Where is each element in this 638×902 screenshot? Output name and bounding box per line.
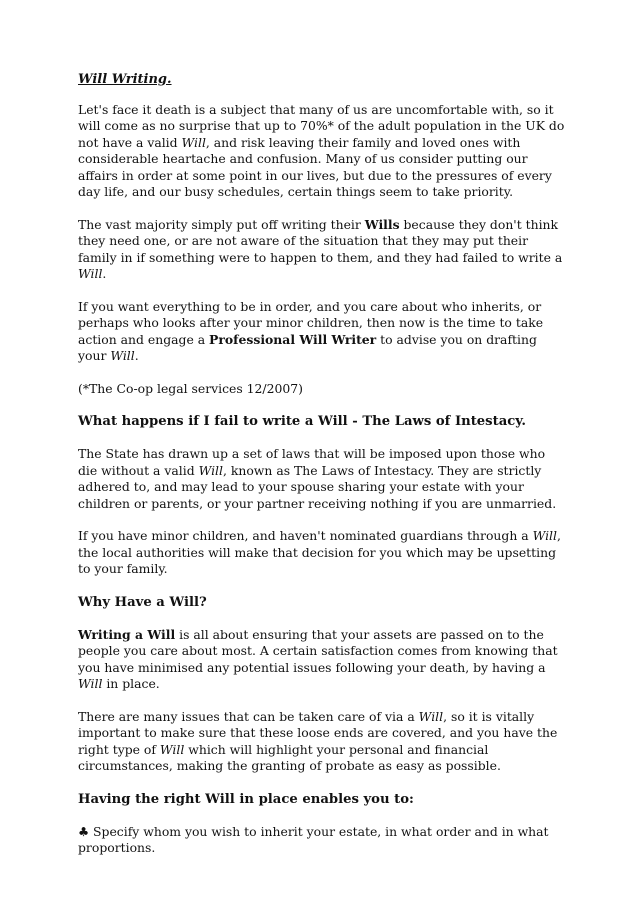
text-run: If you have minor children, and haven't nominated guardians through a <box>78 528 533 543</box>
text-run-italic: Will <box>159 741 185 757</box>
text-run: If you want everything to be in order, and you care about who inherits, or perhaps who looks after your minor children, then now is the time to take action and engage a <box>78 298 544 347</box>
text-run: which will highlight your personal and financial circumstances, making the granting of probate as easy as possible. <box>78 741 501 773</box>
text-run-italic: Will <box>78 676 103 691</box>
text-run: The vast majority simply put off writing their <box>78 216 365 232</box>
text-run: is all about ensuring that your assets are passed on to the people you care about most. A certain satisfaction comes from knowing that you have minimised any potential issues following your death, by having a <box>78 626 558 675</box>
club-bullet-icon: ♣ <box>78 823 90 839</box>
text-run: because they don't think they need one, or are not aware of the situation that they may put their family in if something were to happen to them, and they had failed to write a <box>78 216 563 265</box>
text-run-italic: Will <box>181 134 206 150</box>
text-run: , so it is vitally important to make sure that these loose ends are covered, and you have the right type of <box>78 708 558 757</box>
document-title: Will Writing. <box>78 72 172 87</box>
professional-paragraph <box>78 299 568 365</box>
heading-why: Why Have a Will? <box>78 594 207 610</box>
text-run: , the local authorities will make that decision for you which may be upsetting to your family. <box>78 528 561 576</box>
guardians-paragraph <box>78 528 568 578</box>
heading-enables: Having the right Will in place enables you to: <box>78 791 414 807</box>
source-note: (*The Co-op legal services 12/2007) <box>78 380 303 396</box>
why-paragraph <box>78 627 568 693</box>
text-run: , known as The Laws of Intestacy. They are strictly adhered to, and may lead to your spouse sharing your estate with your children or parents, or your partner receiving nothing if you are unmarried. <box>78 462 557 511</box>
intro-paragraph <box>78 102 568 201</box>
text-run-italic: Will <box>78 266 103 281</box>
text-run-italic: Will <box>198 462 223 478</box>
bullet-item <box>78 824 568 857</box>
text-run: There are many issues that can be taken care of via a <box>78 708 419 724</box>
majority-paragraph <box>78 217 568 283</box>
text-run: to advise you on drafting your <box>78 331 537 363</box>
text-run: , and risk leaving their family and loved ones with considerable heartache and confusion. Many of us consider putting our affairs in order at some point in our lives, but due to the pressures of every day life, and our busy schedules, certain things seem to take priority. <box>78 134 552 199</box>
text-run: . <box>102 266 107 281</box>
text-run: The State has drawn up a set of laws that will be imposed upon those who die without a valid <box>78 446 546 478</box>
text-run: in place. <box>102 676 160 691</box>
text-run: Specify whom you wish to inherit your estate, in what order and in what proportions. <box>78 823 549 855</box>
document-page <box>78 72 568 873</box>
text-run: . <box>134 348 139 363</box>
text-run: Let's face it death is a subject that many of us are uncomfortable with, so it will come as no surprise that up to 70%* of the adult population in the UK do not have a valid <box>78 101 565 150</box>
text-run-italic: Will <box>418 708 444 724</box>
text-run-italic: Will <box>532 528 557 543</box>
text-run-bold: Wills <box>364 216 400 232</box>
text-run-italic: Will <box>110 348 135 363</box>
text-run-bold: Professional Will Writer <box>209 331 377 347</box>
heading-intestacy: What happens if I fail to write a Will - The Laws of Intestacy. <box>78 414 527 429</box>
issues-paragraph <box>78 709 568 775</box>
text-run-bold: Writing a Will <box>78 626 176 642</box>
intestacy-paragraph <box>78 446 568 512</box>
